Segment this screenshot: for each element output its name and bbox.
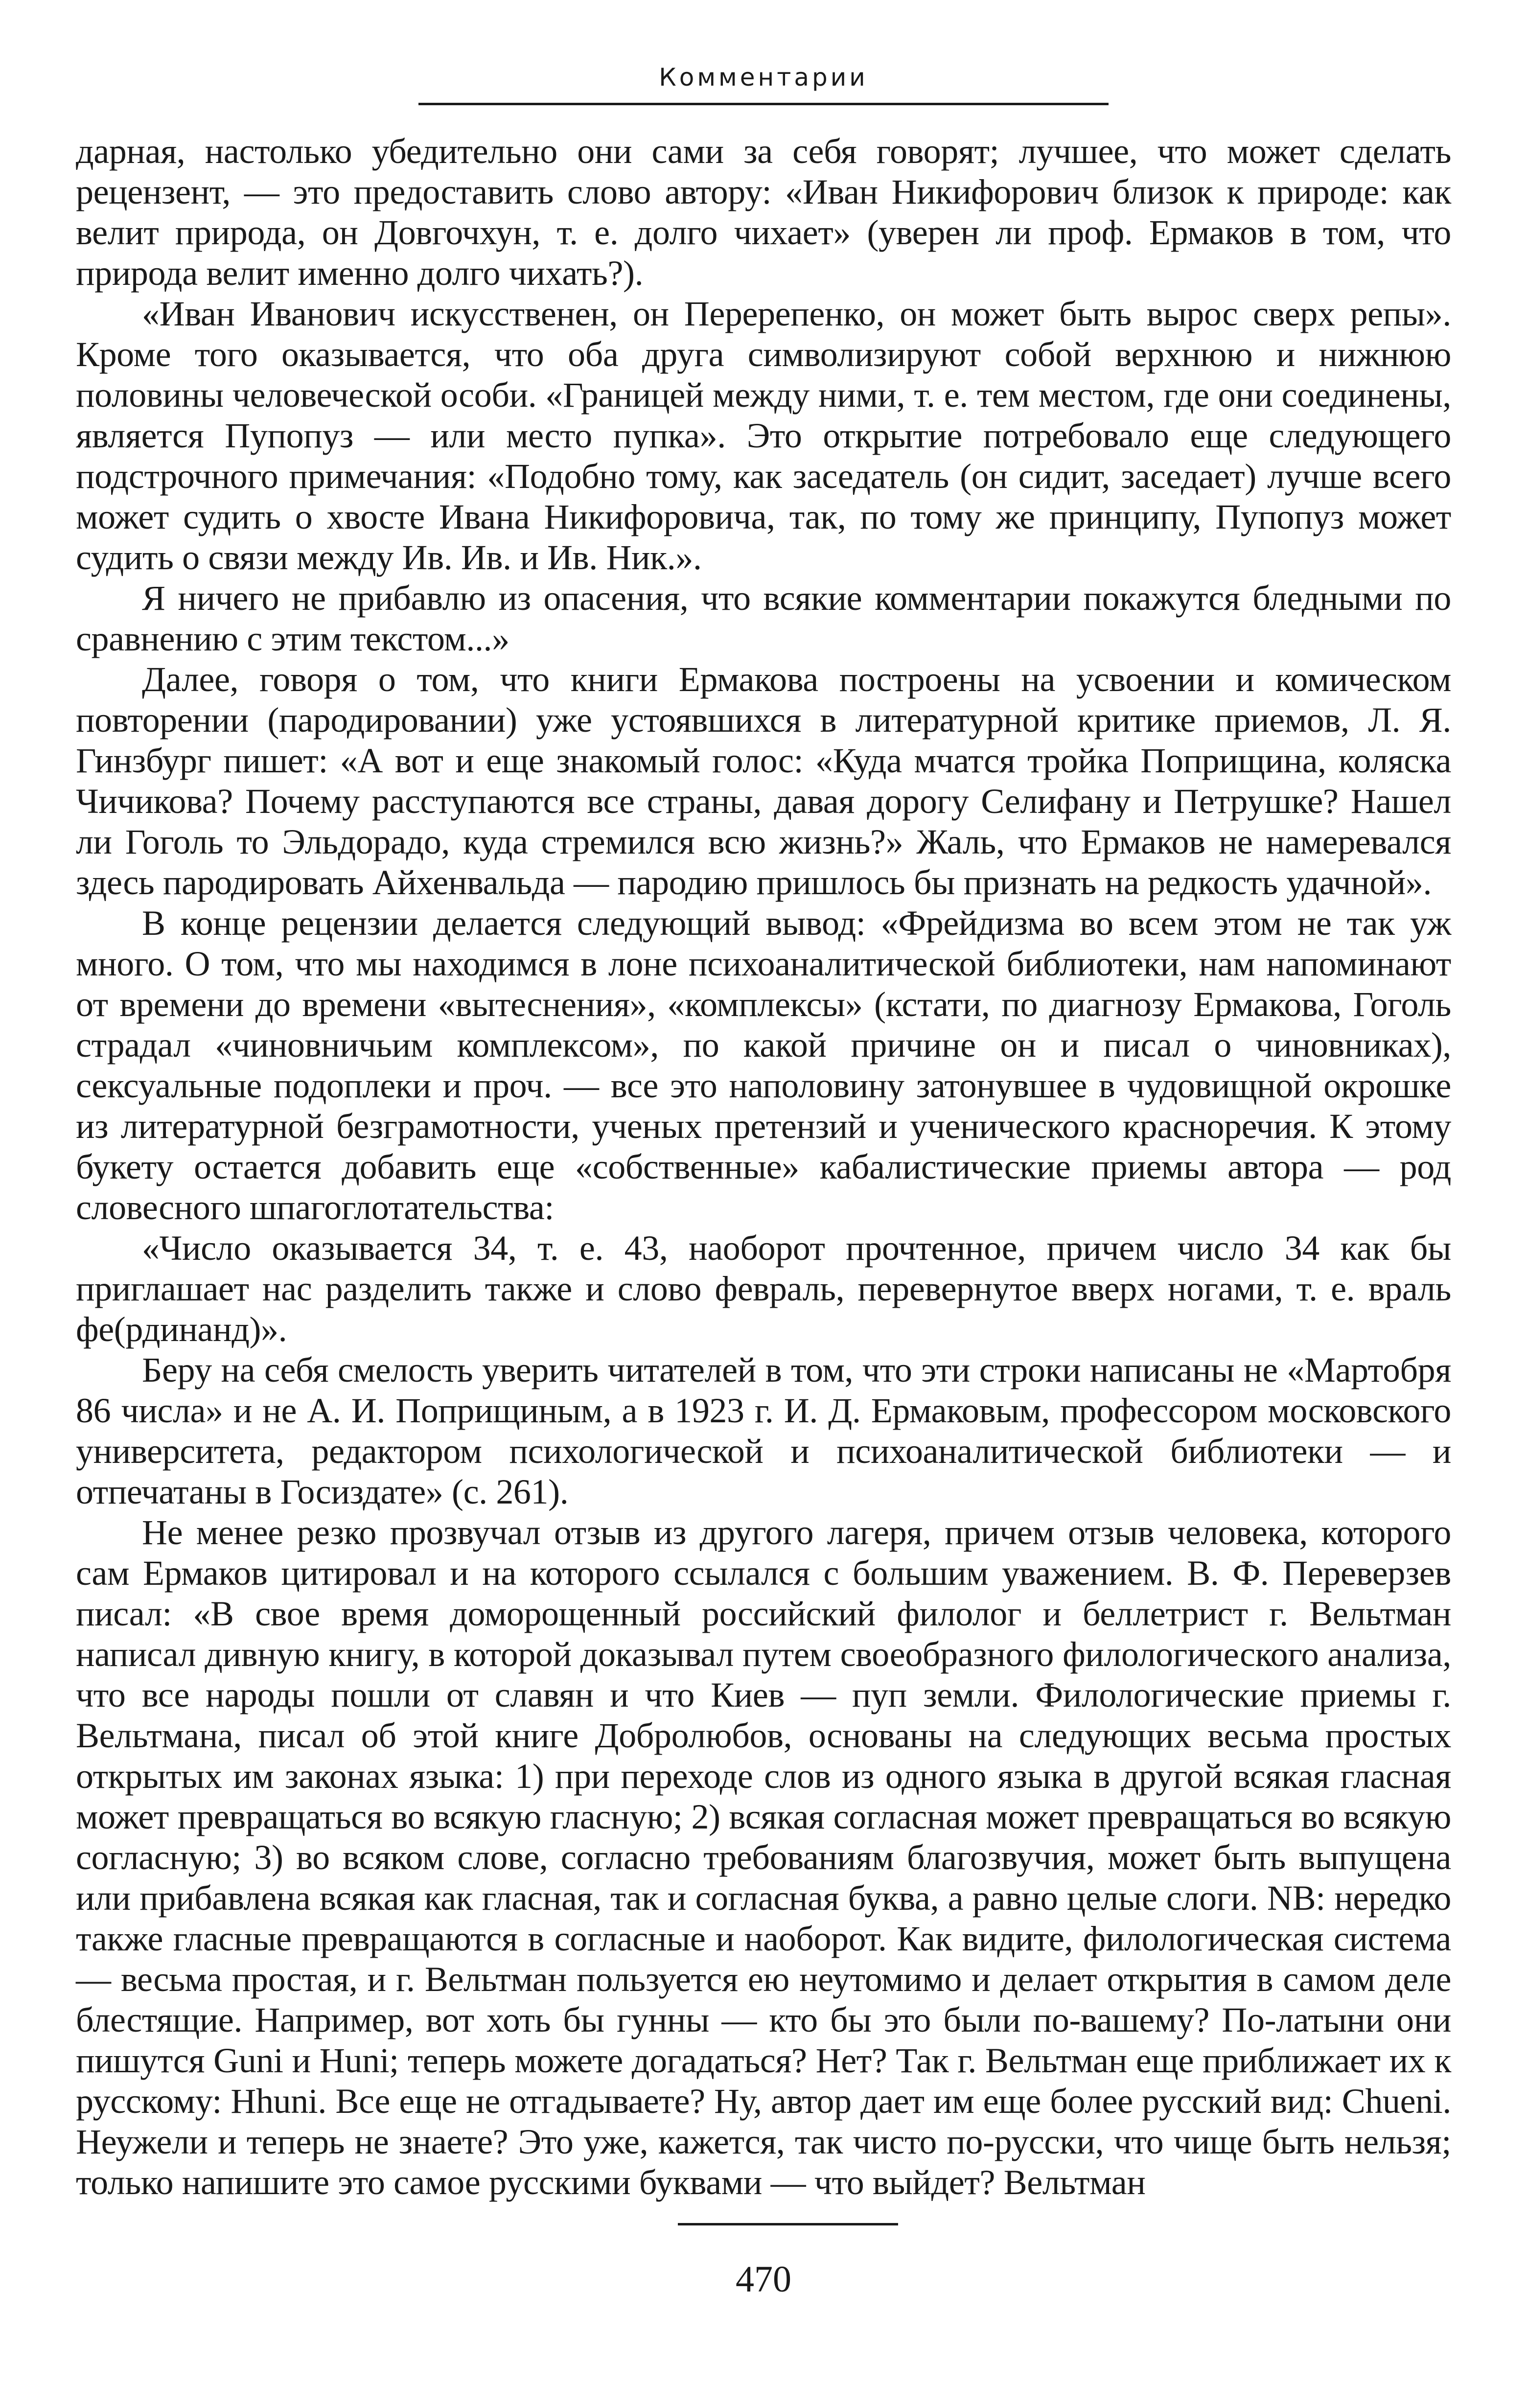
book-page bbox=[76, 0, 1451, 2408]
paragraph: дарная, настолько убедительно они сами за себя говорят; лучшее, что может сделать рецензент, — это предоставить слово автору: «Иван Никифорович близок к природе: как велит природа, он Довгочхун, т. е. долго чихает» (уверен ли проф. Ермаков в том, что природа велит именно долго чихать?). bbox=[76, 132, 1451, 293]
paragraph: «Иван Иванович искусственен, он Перерепенко, он может быть вырос сверх репы». Кроме того оказывается, что оба друга символизируют собой верхнюю и нижнюю половины человеческой особи. «Границей между ними, т. е. тем местом, где они соединены, является Пупопуз — или место пупка». Это открытие потребовало еще следующего подстрочного примечания: «Подобно тому, как заседатель (он сидит, заседает) лучше всего может судить о хвосте Ивана Никифоровича, так, по тому же принципу, Пупопуз может судить о связи между Ив. Ив. и Ив. Ник.». bbox=[76, 294, 1451, 577]
body-text bbox=[76, 131, 1451, 2203]
paragraph: Беру на себя смелость уверить читателей в том, что эти строки написаны не «Мартобря 86 числа» и не А. И. Поприщиным, а в 1923 г. И. Д. Ермаковым, профессором московского университета, редактором психологической и психоаналитической библиотеки — и отпечатаны в Госиздате» (с. 261). bbox=[76, 1350, 1451, 1511]
paragraph: Не менее резко прозвучал отзыв из другого лагеря, причем отзыв человека, которого сам Ермаков цитировал и на которого ссылался с большим уважением. В. Ф. Переверзев писал: «В свое время доморощенный российский филолог и беллетрист г. Вельтман написал дивную книгу, в которой доказывал путем своеобразного филологического анализа, что все народы пошли от славян и что Киев — пуп земли. Филологические приемы г. Вельтмана, писал об этой книге Добролюбов, основаны на следующих весьма простых открытых им законах языка: 1) при переходе слов из одного языка в другой всякая гласная может превращаться во всякую гласную; 2) всякая согласная может превращаться во всякую согласную; 3) во всяком слове, согласно требованиям благозвучия, может быть выпущена или прибавлена всякая как гласная, так и согласная буква, а равно целые слоги. NB: нередко также гласные превращаются в согласные и наоборот. Как видите, филологическая система — весьма простая, и г. Вельтман пользуется ею неутомимо и делает открытия в самом деле блестящие. Например, вот хоть бы гунны — кто бы это были по-вашему? По-латыни они пишутся Guni и Huni; теперь можете догадаться? Нет? Так г. Вельтман еще приближает их к русскому: Hhuni. Все еще не отгадываете? Ну, автор дает им еще более русский вид: Chueni. Неужели и теперь не знаете? Это уже, кажется, так чисто по-русски, что чище быть нельзя; только напишите это самое русскими буквами — что выйдет? Вельтман bbox=[76, 1513, 1451, 2202]
paragraph: В конце рецензии делается следующий вывод: «Фрейдизма во всем этом не так уж много. О том, что мы находимся в лоне психоаналитической библиотеки, нам напоминают от времени до времени «вытеснения», «комплексы» (кстати, по диагнозу Ермакова, Гоголь страдал «чиновничьим комплексом», по какой причине он и писал о чиновниках), сексуальные подоплеки и проч. — все это наполовину затонувшее в чудовищной окрошке из литературной безграмотности, ученых претензий и ученического красноречия. К этому букету остается добавить еще «собственные» кабалистические приемы автора — род словесного шпагоглотательства: bbox=[76, 903, 1451, 1227]
paragraph: Далее, говоря о том, что книги Ермакова построены на усвоении и комическом повторении (пародировании) уже устоявшихся в литературной критике приемов, Л. Я. Гинзбург пишет: «А вот и еще знакомый голос: «Куда мчатся тройка Поприщина, коляска Чичикова? Почему расступаются все страны, давая дорогу Селифану и Петрушке? Нашел ли Гоголь то Эльдорадо, куда стремился всю жизнь?» Жаль, что Ермаков не намеревался здесь пародировать Айхенвальда — пародию пришлось бы признать на редкость удачной». bbox=[76, 660, 1451, 902]
footer-rule bbox=[678, 2223, 898, 2225]
running-title: Комментарии bbox=[659, 63, 868, 92]
page-number: 470 bbox=[736, 2259, 791, 2300]
paragraph: «Число оказывается 34, т. е. 43, наоборот прочтенное, причем число 34 как бы приглашает нас разделить также и слово февраль, перевернутое вверх ногами, т. е. враль фе(рдинанд)». bbox=[76, 1228, 1451, 1349]
header-rule bbox=[418, 103, 1109, 105]
paragraph: Я ничего не прибавлю из опасения, что всякие комментарии покажутся бледными по сравнению с этим текстом...» bbox=[76, 579, 1451, 658]
